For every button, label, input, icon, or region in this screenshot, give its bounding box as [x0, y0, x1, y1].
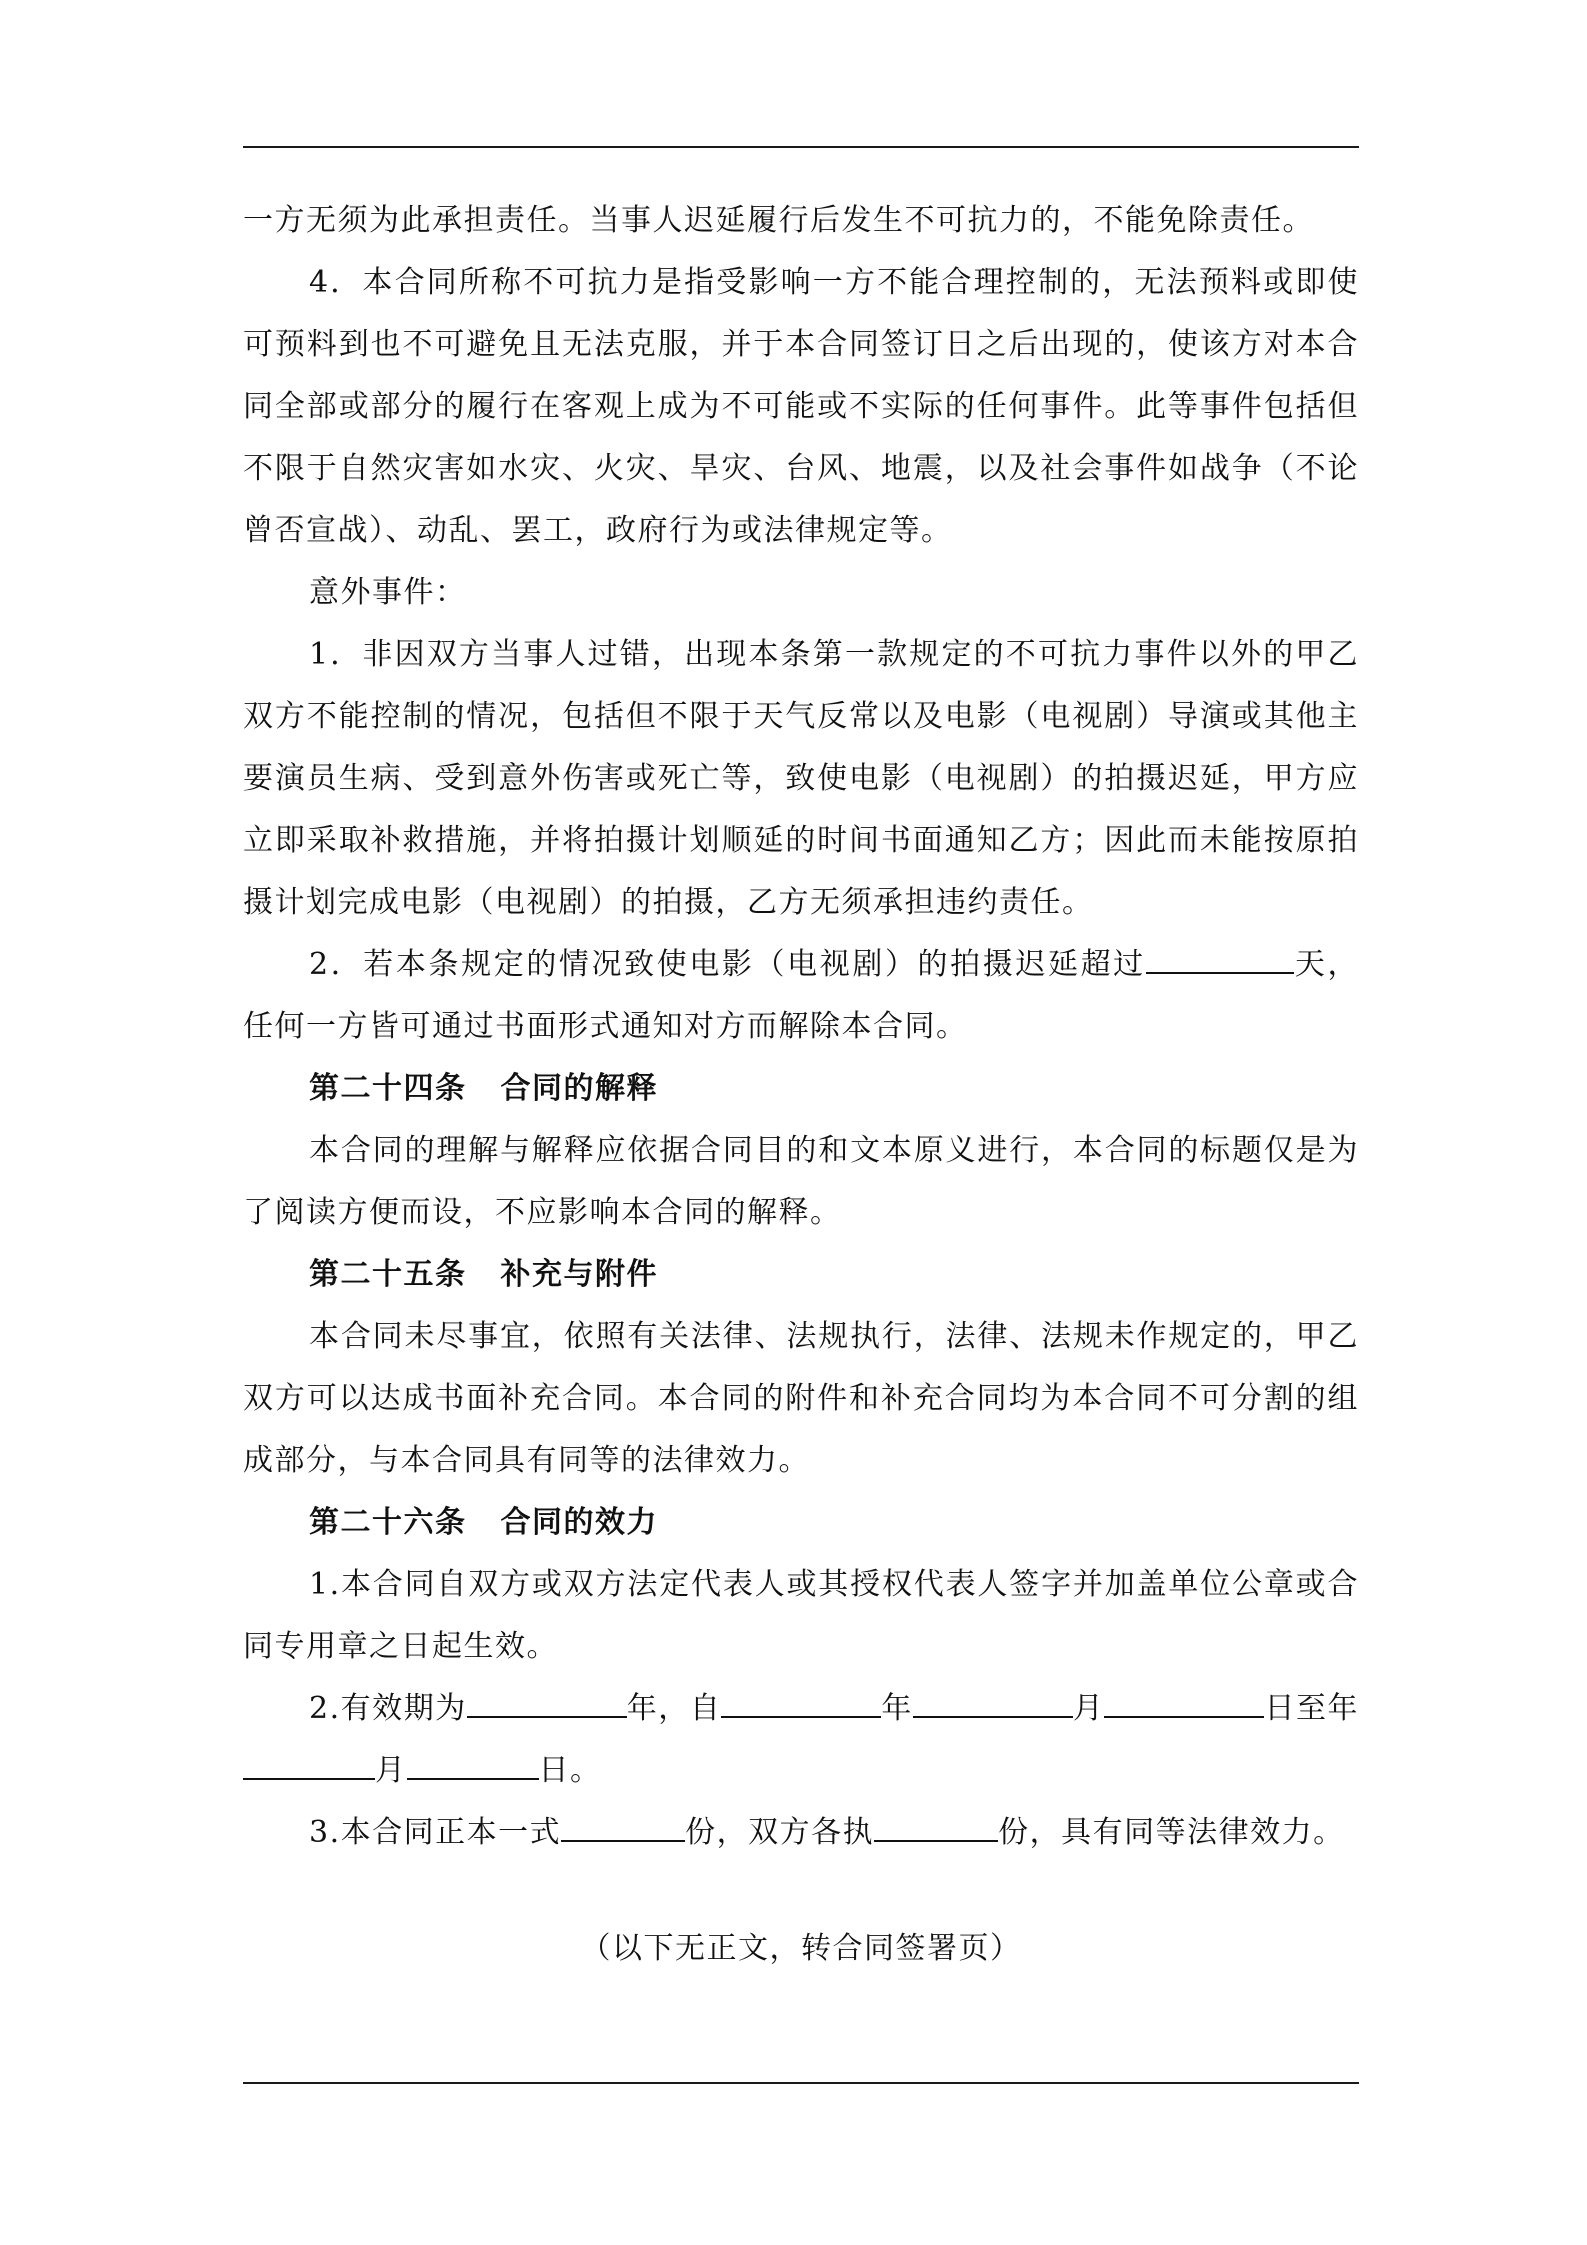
paragraph-accident-2 [243, 934, 1359, 1058]
article-25-title: 补充与附件 [500, 1257, 658, 1292]
article-26-number: 第二十六条 [309, 1505, 467, 1540]
end-of-text-note: （以下无正文，转合同签署页） [580, 1931, 1022, 1966]
start-year-blank [721, 1688, 881, 1718]
article-25-text: 本合同未尽事宜，依照有关法律、法规执行，法律、法规未作规定的，甲乙双方可以达成书面补充合同。本合同的附件和补充合同均为本合同不可分割的组成部分，与本合同具有同等的法律效力。 [243, 1319, 1359, 1478]
article-26-heading [243, 1492, 1359, 1554]
article-26-clause-1: 1.本合同自双方或双方法定代表人或其授权代表人签字并加盖单位公章或合同专用章之日起生效。 [243, 1567, 1359, 1664]
article-24-number: 第二十四条 [309, 1071, 467, 1106]
clause-2-text-e: 日至 [1264, 1691, 1328, 1726]
clause-3-text-c: 份，具有同等法律效力。 [998, 1815, 1345, 1850]
article-26-title: 合同的效力 [500, 1505, 658, 1540]
article-25-number: 第二十五条 [309, 1257, 467, 1292]
clause-2-text-g: 月 [375, 1753, 407, 1788]
accident-2-text-a: 2．若本条规定的情况致使电影（电视剧）的拍摄迟延超过 [309, 947, 1146, 982]
header-rule [243, 146, 1359, 148]
end-month-blank [407, 1750, 539, 1780]
article-26-clause-2 [243, 1678, 1359, 1802]
article-24-text: 本合同的理解与解释应依据合同目的和文本原义进行，本合同的标题仅是为了阅读方便而设，不应影响本合同的解释。 [243, 1133, 1359, 1230]
clause-2-text-h: 日。 [538, 1753, 602, 1788]
clause-3-text-b: 份，双方各执 [685, 1815, 875, 1850]
validity-years-blank [467, 1688, 627, 1718]
accident-2-text-b: 天，任何一方皆可通过书面形式通知对方而解除本合同。 [243, 947, 1360, 1044]
clause-2-text-c: 年 [881, 1691, 913, 1726]
clause-2-text-d: 月 [1072, 1691, 1105, 1726]
start-day-blank [1104, 1688, 1264, 1718]
accident-label: 意外事件： [309, 575, 467, 610]
paragraph-accident-1: 1．非因双方当事人过错，出现本条第一款规定的不可抗力事件以外的甲乙双方不能控制的情况，包括但不限于天气反常以及电影（电视剧）导演或其他主要演员生病、受到意外伤害或死亡等，致使电影（电视剧）的拍摄迟延，甲方应立即采取补救措施，并将拍摄计划顺延的时间书面通知乙方；因此而未能按原拍摄计划完成电影（电视剧）的拍摄，乙方无须承担违约责任。 [243, 637, 1359, 920]
paragraph-continuation: 一方无须为此承担责任。当事人迟延履行后发生不可抗力的，不能免除责任。 [243, 203, 1314, 238]
clause-2-text-b: 年，自 [626, 1691, 722, 1726]
footer-rule [243, 2082, 1359, 2084]
clause-2-text-f: 年 [1327, 1691, 1360, 1726]
copies-total-blank [561, 1812, 685, 1842]
end-year-blank [243, 1750, 375, 1780]
clause-2-text-a: 2.有效期为 [309, 1691, 467, 1726]
article-24-heading [243, 1058, 1359, 1120]
article-26-clause-3 [243, 1802, 1359, 1864]
start-month-blank [913, 1688, 1073, 1718]
days-blank [1146, 944, 1294, 974]
copies-each-blank [874, 1812, 998, 1842]
clause-3-text-a: 3.本合同正本一式 [309, 1815, 562, 1850]
article-24-title: 合同的解释 [500, 1071, 658, 1106]
page-content [243, 190, 1359, 2010]
article-25-heading [243, 1244, 1359, 1306]
paragraph-force-majeure-definition: 4．本合同所称不可抗力是指受影响一方不能合理控制的，无法预料或即使可预料到也不可避免且无法克服，并于本合同签订日之后出现的，使该方对本合同全部或部分的履行在客观上成为不可能或不实际的任何事件。此等事件包括但不限于自然灾害如水灾、火灾、旱灾、台风、地震，以及社会事件如战争（不论曾否宣战）、动乱、罢工，政府行为或法律规定等。 [243, 265, 1359, 548]
